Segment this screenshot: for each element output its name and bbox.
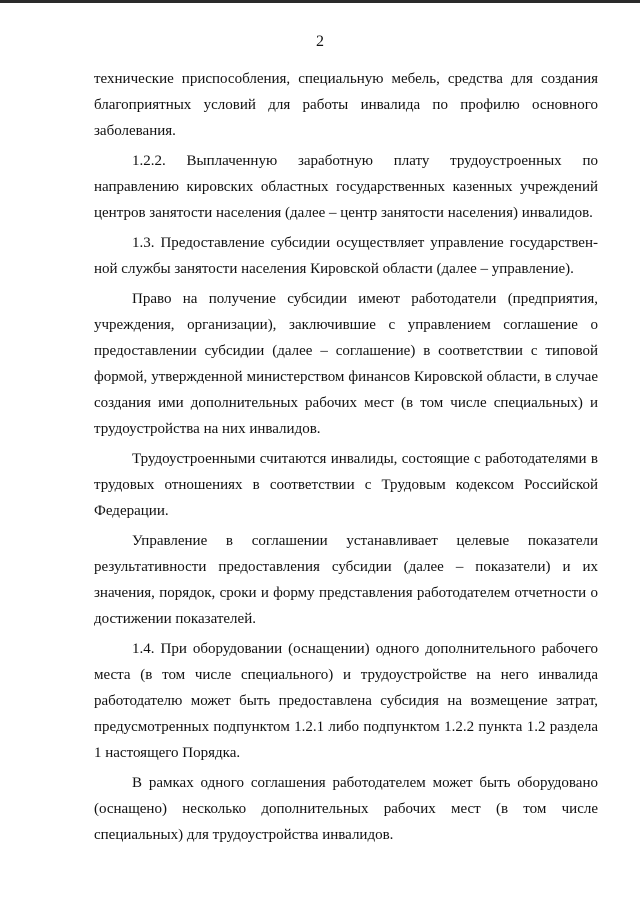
paragraph-1-3: 1.3. Предоставление субсидии осуществляет управление государственной службы занятости населения Кировской области (далее – управление).: [94, 235, 598, 277]
paragraph-employed-definition: Трудоустроенными считаются инвалиды, состоящие с работодателями в трудовых отношениях в соответствии с Трудовым кодексом Российской Федерации.: [94, 451, 598, 519]
paragraph-1-4: 1.4. При оборудовании (оснащении) одного дополнительного рабочего места (в том числе специального) и трудоустройстве на него инвалида работодателю может быть предоставлена субсидия на возмещение затрат, предусмотренных подпунктом 1.2.1 либо подпунктом 1.2.2 пункта 1.2 раздела 1 настоящего Порядка.: [94, 641, 598, 761]
paragraph-continuation: технические приспособления, специальную мебель, средства для создания благоприятных условий для работы инвалида по профилю основного заболевания.: [94, 71, 598, 139]
paragraph-multiple-workplaces: В рамках одного соглашения работодателем может быть оборудовано (оснащено) несколько дополнительных рабочих мест (в том числе специальных) для трудоустройства инвалидов.: [94, 775, 598, 843]
page-number: 2: [316, 33, 324, 50]
document-body: [94, 66, 598, 852]
paragraph-target-indicators: Управление в соглашении устанавливает целевые показатели результативности предоставления субсидии (далее – показатели) и их значения, порядок, сроки и форму представления работодателем отчетности о достижении показателей.: [94, 533, 598, 627]
paragraph-right-to-subsidy: Право на получение субсидии имеют работодатели (предприятия, учреждения, организации), заключившие с управлением соглашение о предоставлении субсидии (далее – соглашение) в соответствии с типовой формой, утвержденной министерством финансов Кировской области, в случае создания ими дополнительных рабочих мест (в том числе специальных) и трудоустройства на них инвалидов.: [94, 291, 598, 437]
scan-top-edge: [0, 0, 640, 3]
paragraph-1-2-2: 1.2.2. Выплаченную заработную плату трудоустроенных по направлению кировских областных государственных казенных учреждений центров занятости населения (далее – центр занятости населения) инвалидов.: [94, 153, 598, 221]
